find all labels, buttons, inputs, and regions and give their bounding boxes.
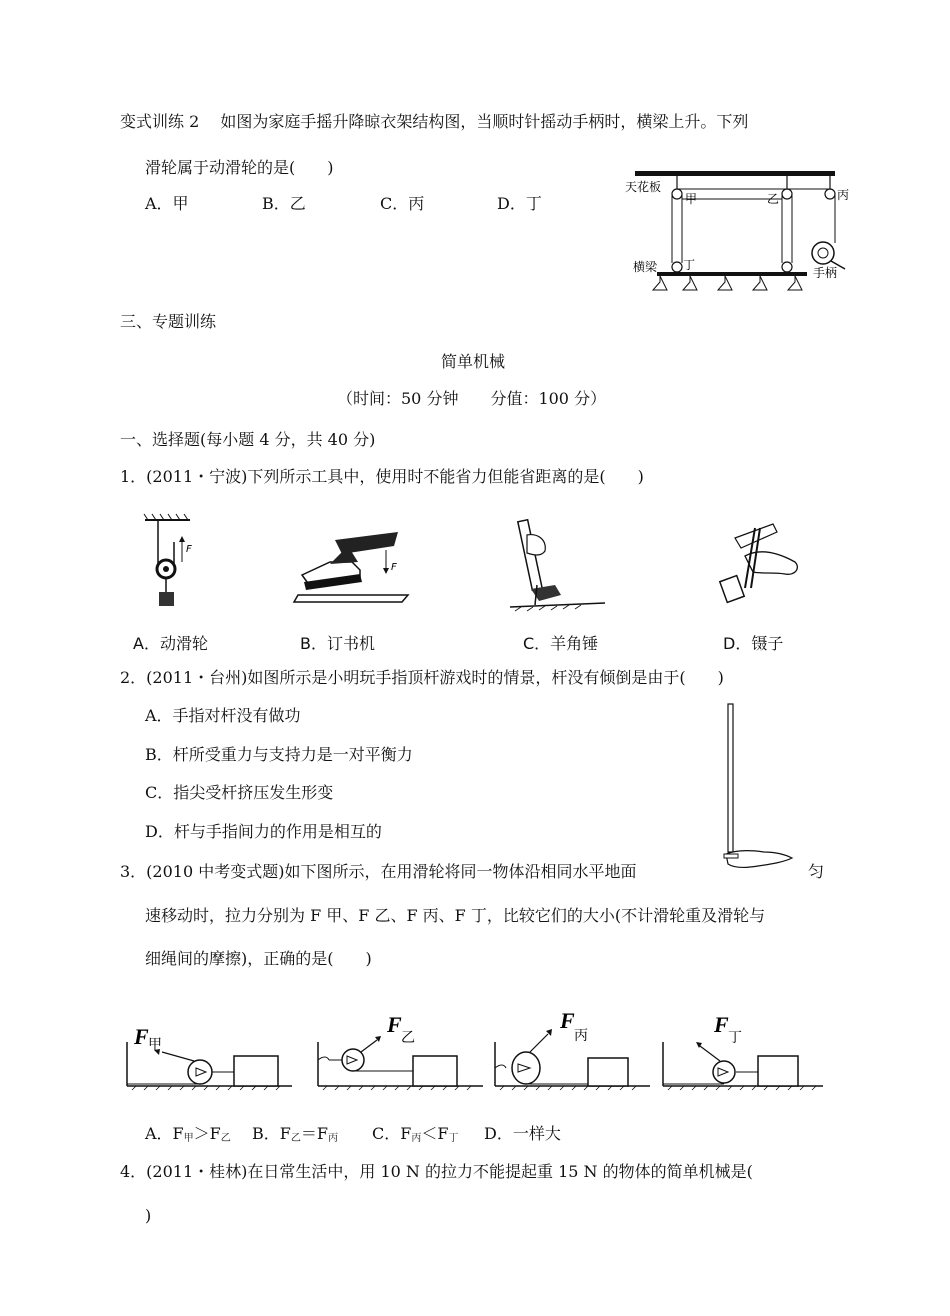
label-bing: 丙 [837, 188, 850, 202]
q3-line2: 速移动时，拉力分别为 F 甲、F 乙、F 丙、F 丁，比较它们的大小(不计滑轮重及滑轮与 [145, 906, 766, 925]
q2-option-a: A．手指对杆没有做功 [145, 706, 301, 725]
q1-caption-c: C．羊角锤 [523, 634, 599, 653]
q2-finger-rod-figure [718, 702, 798, 882]
q3-force-jia-sub: 甲 [148, 1037, 162, 1053]
q3-force-ding-sub: 丁 [728, 1030, 742, 1046]
q1-caption-b: B．订书机 [300, 634, 375, 653]
q1-stapler-force-label: F [391, 562, 397, 573]
q3-force-bing-sub: 丙 [574, 1028, 588, 1044]
q3-option-c [372, 1124, 458, 1149]
q3-force-ding: F [714, 1012, 729, 1037]
label-jia: 甲 [685, 192, 698, 206]
q3-option-c-mid: ＜F [421, 1124, 449, 1143]
q2-option-d: D．杆与手指间力的作用是相互的 [145, 822, 382, 841]
paper-title: 简单机械 [441, 352, 506, 371]
q2-option-b: B．杆所受重力与支持力是一对平衡力 [145, 745, 413, 764]
q2-stem: 2．(2011・台州)如图所示是小明玩手指顶杆游戏时的情景，杆没有倾倒是由于( ) [120, 668, 724, 687]
q3-line1-end: 匀 [808, 862, 825, 881]
label-beam: 横梁 [633, 260, 658, 274]
q1-force-label: F [186, 544, 192, 555]
paper-subtitle: （时间：50 分钟 分值：100 分） [337, 389, 607, 408]
q4-line2: ) [145, 1206, 152, 1225]
part1-heading: 一、选择题(每小题 4 分，共 40 分) [120, 430, 376, 449]
q3-force-bing: F [560, 1008, 575, 1033]
q4-line1: 4．(2011・桂林)在日常生活中，用 10 N 的拉力不能提起重 15 N 的物体的简单机械是( [120, 1162, 753, 1181]
variant2-line2: 滑轮属于动滑轮的是( ) [145, 158, 334, 177]
q3-option-b-pre: B．F [252, 1124, 291, 1143]
variant2-option-c: C．丙 [380, 194, 425, 213]
q1-caption-a: A．动滑轮 [133, 634, 208, 653]
q3-option-a-pre: A．F [145, 1124, 184, 1143]
q1-caption-d: D．镊子 [723, 634, 784, 653]
q3-force-yi: F [387, 1012, 402, 1037]
q3-option-b-sub1: 乙 [290, 1133, 301, 1144]
q3-force-jia: F [134, 1024, 149, 1049]
variant2-option-d: D．丁 [497, 194, 542, 213]
label-handle: 手柄 [813, 266, 838, 280]
variant2-option-b: B．乙 [262, 194, 306, 213]
q3-option-a-mid: ＞F [193, 1124, 221, 1143]
q2-option-c: C．指尖受杆挤压发生形变 [145, 783, 334, 802]
q3-line3: 细绳间的摩擦)，正确的是( ) [145, 949, 372, 968]
q1-stem: 1．(2011・宁波)下列所示工具中，使用时不能省力但能省距离的是( ) [120, 467, 644, 486]
q3-line1: 3．(2010 中考变式题)如下图所示，在用滑轮将同一物体沿相同水平地面 [120, 862, 637, 881]
variant2-line1: 变式训练 2 如图为家庭手摇升降晾衣架结构图，当顺时针摇动手柄时，横梁上升。下列 [120, 112, 749, 131]
q3-option-a [145, 1124, 231, 1149]
label-yi: 乙 [767, 192, 780, 206]
q3-option-a-sub1: 甲 [183, 1133, 194, 1144]
q3-figure-bing [490, 1008, 660, 1092]
q3-figure-jia [122, 1012, 302, 1092]
q3-option-b-mid: ＝F [300, 1124, 328, 1143]
label-ceiling: 天花板 [625, 180, 662, 194]
q3-option-c-sub1: 丙 [411, 1133, 422, 1144]
label-ding: 丁 [683, 258, 696, 272]
section3-heading: 三、专题训练 [120, 312, 217, 331]
q3-option-d: D．一样大 [484, 1124, 561, 1143]
q3-option-b-sub2: 丙 [327, 1133, 338, 1144]
q1-tweezers-figure [715, 518, 815, 618]
q3-figure-yi [313, 1012, 493, 1092]
q3-force-yi-sub: 乙 [401, 1030, 415, 1046]
variant2-option-a: A．甲 [145, 194, 189, 213]
q3-option-c-pre: C．F [372, 1124, 412, 1143]
q3-option-b [252, 1124, 338, 1149]
clothes-rack-figure [615, 165, 855, 305]
q3-figure-ding [658, 1012, 838, 1092]
q3-option-c-sub2: 丁 [448, 1133, 459, 1144]
q1-claw-hammer-figure [505, 515, 615, 620]
q1-stapler-figure [290, 520, 410, 620]
q1-movable-pulley-figure [140, 512, 200, 617]
q3-option-a-sub2: 乙 [220, 1133, 231, 1144]
